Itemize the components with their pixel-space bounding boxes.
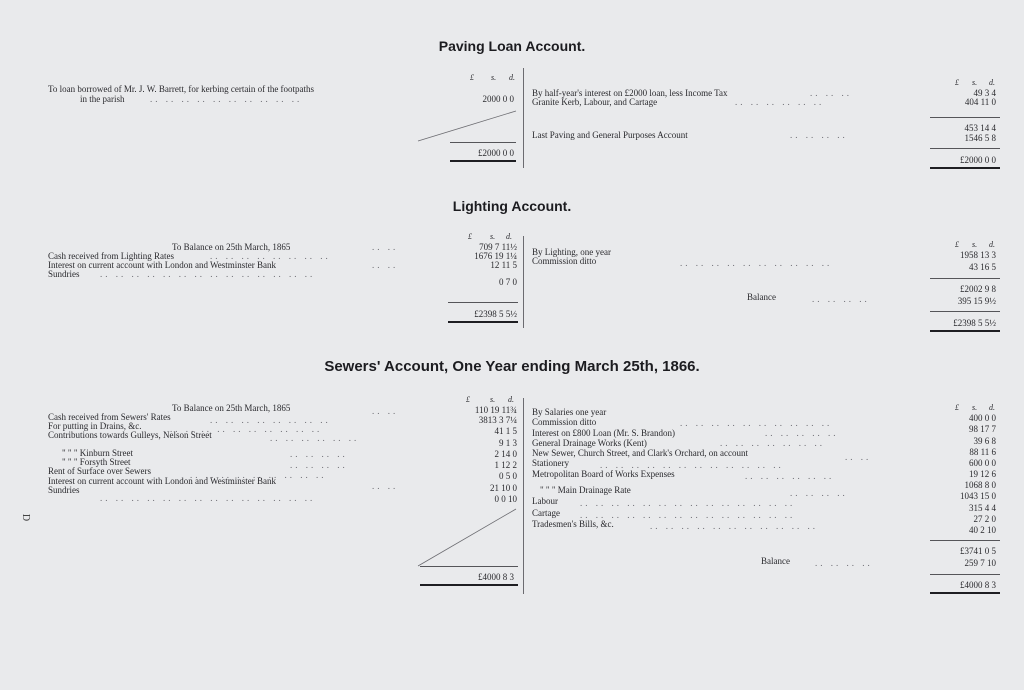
paving-left-blank-stroke	[418, 110, 518, 142]
paving-right-header-pounds: £	[955, 78, 959, 87]
lighting-right-total-rule	[930, 311, 1000, 312]
sewers-right-header-pence: d.	[989, 403, 995, 412]
sewers-left-total: £4000 8 3	[478, 572, 514, 582]
sewers-left-dots-3: .. .. .. .. .. ..	[270, 433, 360, 443]
sewers-right-item-10: Tradesmen's Bills, &c.	[532, 519, 614, 529]
sewers-right-amount-8: 315 4 4	[969, 503, 996, 513]
sewers-right-dots-10: .. .. .. .. .. .. .. .. .. .. ..	[650, 521, 818, 531]
lighting-right-subtotal: £2002 9 8	[960, 284, 996, 294]
paving-right-amount-1: 404 11 0	[964, 97, 996, 107]
lighting-title: Lighting Account.	[452, 198, 572, 214]
sewers-right-item-9: Cartage	[532, 508, 560, 518]
paving-left-total-underline	[450, 160, 516, 162]
paving-right-last-amount: 1546 5 8	[964, 133, 996, 143]
paving-right-item-0: By half-year's interest on £2000 loan, less Income Tax	[532, 88, 728, 98]
paving-left-dots: .. .. .. .. .. .. .. .. .. ..	[150, 94, 303, 104]
sewers-right-dots-5: .. .. .. .. .. .. .. .. .. .. .. ..	[600, 460, 784, 470]
paving-right-total-rule	[930, 148, 1000, 149]
lighting-balance-label: Balance	[747, 292, 776, 302]
sewers-balance-dots: .. .. .. ..	[815, 558, 873, 568]
lighting-left-header-pounds: £	[468, 232, 472, 241]
sewers-left-dots-0: .. ..	[372, 406, 399, 416]
lighting-left-total: £2398 5 5½	[474, 309, 517, 319]
sewers-left-item-5: " " " Forsyth Street	[62, 457, 131, 467]
sewers-right-amount-10: 40 2 10	[969, 525, 996, 535]
lighting-right-amount-1: 43 16 5	[969, 262, 996, 272]
lighting-right-header-pence: d.	[989, 240, 995, 249]
sewers-left-item-1: Cash received from Sewers' Rates	[48, 412, 171, 422]
sewers-right-amount-2: 39 6 8	[973, 436, 996, 446]
sewers-left-amount-2: 41 1 5	[494, 426, 517, 436]
lighting-right-total-underline	[930, 330, 1000, 332]
lighting-right-sub-rule	[930, 278, 1000, 279]
lighting-left-item-3: Sundries	[48, 269, 80, 279]
sewers-right-amount-5: 19 12 6	[969, 469, 996, 479]
sewers-right-dots-6: .. .. .. .. .. ..	[745, 471, 835, 481]
paving-right-header-pence: d.	[989, 78, 995, 87]
paving-right-amount-0: 49 3 4	[973, 88, 996, 98]
sewers-right-item-8: Labour	[532, 496, 558, 506]
lighting-left-item-1: Cash received from Lighting Rates	[48, 251, 174, 261]
lighting-right-total: £2398 5 5½	[953, 318, 996, 328]
paving-title: Paving Loan Account.	[438, 38, 586, 54]
paving-right-subtotal: 453 14 4	[964, 123, 996, 133]
sewers-right-item-0: By Salaries one year	[532, 407, 607, 417]
lighting-left-amount-1: 1676 19 1¼	[474, 251, 517, 261]
sewers-left-amount-0: 110 19 11¾	[474, 405, 517, 415]
paving-left-total-rule	[450, 142, 516, 143]
lighting-right-item-1: Commission ditto	[532, 256, 597, 266]
sewers-left-dots-4: .. .. .. ..	[290, 449, 348, 459]
paving-right-header-shillings: s.	[972, 78, 978, 87]
sewers-right-item-4: New Sewer, Church Street, and Clark's Orchard, on account	[532, 448, 748, 458]
sewers-left-amount-3: 9 1 3	[499, 438, 517, 448]
sewers-left-header-pence: d.	[508, 395, 514, 404]
paving-right-dots-0: .. .. ..	[810, 88, 852, 98]
sewers-left-blank-stroke	[418, 508, 518, 568]
sewers-right-dots-7: .. .. .. ..	[790, 488, 848, 498]
sewers-title: Sewers' Account, One Year ending March 25th, 1866.	[324, 358, 700, 375]
paving-right-total: £2000 0 0	[960, 155, 996, 165]
lighting-balance-amount: 395 15 9½	[957, 296, 996, 306]
sewers-right-amount-3: 88 11 6	[969, 447, 996, 457]
sewers-right-dots-1: .. .. .. .. .. .. .. .. .. ..	[680, 418, 833, 428]
sewers-left-item-6: Rent of Surface over Sewers	[48, 466, 151, 476]
lighting-left-amount-0: 709 7 11½	[479, 242, 517, 252]
sewers-right-amount-4: 600 0 0	[969, 458, 996, 468]
sewers-balance-amount: 259 7 10	[964, 558, 996, 568]
lighting-left-dots-1: .. .. .. .. .. .. .. ..	[210, 251, 331, 261]
lighting-left-item-0: To Balance on 25th March, 1865	[172, 242, 291, 252]
sewers-right-subtotal: £3741 0 5	[960, 546, 996, 556]
sewers-left-dots-5: .. .. .. ..	[290, 460, 348, 470]
paving-left-line1: To loan borrowed of Mr. J. W. Barrett, for kerbing certain of the footpaths	[48, 84, 315, 94]
paving-right-last-text: Last Paving and General Purposes Account	[532, 130, 688, 140]
paving-right-total-underline	[930, 167, 1000, 169]
sewers-right-dots-2: .. .. .. .. ..	[765, 428, 839, 438]
sewers-right-total-rule	[930, 574, 1000, 575]
sewers-right-header-pounds: £	[955, 403, 959, 412]
sewers-left-amount-5: 1 12 2	[494, 460, 517, 470]
lighting-left-dots-3: .. .. .. .. .. .. .. .. .. .. .. .. .. ..	[100, 269, 316, 279]
sewers-right-amount-9: 27 2 0	[973, 514, 996, 524]
sewers-right-amount-1: 98 17 7	[969, 424, 996, 434]
sewers-right-item-5: Stationery	[532, 458, 569, 468]
sewers-left-amount-8: 0 0 10	[494, 494, 517, 504]
sewers-left-item-7: Interest on current account with London and Westminster Bank	[48, 476, 277, 486]
sewers-left-total-underline	[420, 584, 518, 586]
paving-left-line2: in the parish	[80, 94, 125, 104]
margin-mark: D	[20, 513, 32, 522]
paving-left-header-pence: d.	[509, 73, 515, 82]
sewers-right-dots-9: .. .. .. .. .. .. .. .. .. .. .. .. .. ..	[580, 510, 796, 520]
sewers-left-amount-6: 0 5 0	[499, 471, 517, 481]
paving-divider	[523, 68, 524, 168]
lighting-left-dots-2: .. ..	[372, 260, 399, 270]
lighting-left-item-2: Interest on current account with London and Westminster Bank	[48, 260, 277, 270]
sewers-left-dots-7: .. ..	[372, 481, 399, 491]
sewers-left-header-pounds: £	[466, 395, 470, 404]
sewers-balance-label: Balance	[761, 556, 790, 566]
sewers-right-item-3: General Drainage Works (Kent)	[532, 438, 647, 448]
lighting-right-amount-0: 1958 13 3	[960, 250, 996, 260]
sewers-right-amount-7: 1043 15 0	[960, 491, 996, 501]
paving-right-last-dots: .. .. .. ..	[790, 130, 848, 140]
sewers-left-amount-1: 3813 3 7¼	[478, 415, 517, 425]
lighting-right-item-0: By Lighting, one year	[532, 247, 611, 257]
lighting-left-header-pence: d.	[506, 232, 512, 241]
sewers-left-item-2: For putting in Drains, &c.	[48, 421, 142, 431]
sewers-left-dots-2: .. .. .. .. .. .. .. .. .. ..	[170, 424, 323, 434]
paving-left-header-pounds: £	[470, 73, 474, 82]
paving-left-amount: 2000 0 0	[482, 94, 514, 104]
sewers-right-amount-6: 1068 8 0	[964, 480, 996, 490]
lighting-divider	[523, 236, 524, 328]
sewers-right-dots-3: .. .. .. .. .. .. ..	[720, 438, 825, 448]
lighting-right-header-shillings: s.	[972, 240, 978, 249]
lighting-left-total-rule	[448, 302, 518, 303]
paving-right-dots-1: .. .. .. .. .. ..	[735, 97, 825, 107]
lighting-left-amount-3: 0 7 0	[499, 277, 517, 287]
sewers-left-amount-7: 21 10 0	[490, 483, 517, 493]
sewers-right-item-6: Metropolitan Board of Works Expenses	[532, 469, 675, 479]
sewers-right-total: £4000 8 3	[960, 580, 996, 590]
sewers-right-item-2: Interest on £800 Loan (Mr. S. Brandon)	[532, 428, 675, 438]
lighting-left-amount-2: 12 11 5	[490, 260, 517, 270]
sewers-left-dots-8: .. .. .. .. .. .. .. .. .. .. .. .. .. ..	[100, 493, 316, 503]
sewers-left-header-shillings: s.	[490, 395, 496, 404]
sewers-left-item-8: Sundries	[48, 485, 80, 495]
sewers-left-dots-1: .. .. .. .. .. .. .. ..	[210, 415, 331, 425]
lighting-left-total-underline	[448, 321, 518, 323]
sewers-right-sub-rule	[930, 540, 1000, 541]
lighting-right-header-pounds: £	[955, 240, 959, 249]
sewers-left-total-rule	[420, 566, 518, 567]
paving-right-sub-rule	[930, 117, 1000, 118]
sewers-right-item-1: Commission ditto	[532, 417, 597, 427]
sewers-left-item-3: Contributions towards Gulleys, Nelson Street	[48, 430, 212, 440]
sewers-left-item-4: " " " Kinburn Street	[62, 448, 134, 458]
paving-right-item-1: Granite Kerb, Labour, and Cartage	[532, 97, 658, 107]
sewers-left-item-0: To Balance on 25th March, 1865	[172, 403, 291, 413]
paving-left-header-shillings: s.	[491, 73, 497, 82]
sewers-right-item-7: " " " Main Drainage Rate	[540, 485, 631, 495]
sewers-right-total-underline	[930, 592, 1000, 594]
sewers-left-dots-6: .. .. .. .. .. .. .. .. ..	[190, 470, 327, 480]
sewers-right-dots-8: .. .. .. .. .. .. .. .. .. .. .. .. .. ..	[580, 498, 796, 508]
sewers-right-amount-0: 400 0 0	[969, 413, 996, 423]
lighting-left-dots-0: .. ..	[372, 242, 399, 252]
sewers-right-dots-4: .. ..	[845, 452, 872, 462]
sewers-right-header-shillings: s.	[972, 403, 978, 412]
sewers-left-amount-4: 2 14 0	[494, 449, 517, 459]
lighting-left-header-shillings: s.	[490, 232, 496, 241]
lighting-right-dots-1: .. .. .. .. .. .. .. .. .. ..	[680, 258, 833, 268]
lighting-balance-dots: .. .. .. ..	[812, 294, 870, 304]
sewers-divider	[523, 398, 524, 594]
paving-left-total: £2000 0 0	[478, 148, 514, 158]
